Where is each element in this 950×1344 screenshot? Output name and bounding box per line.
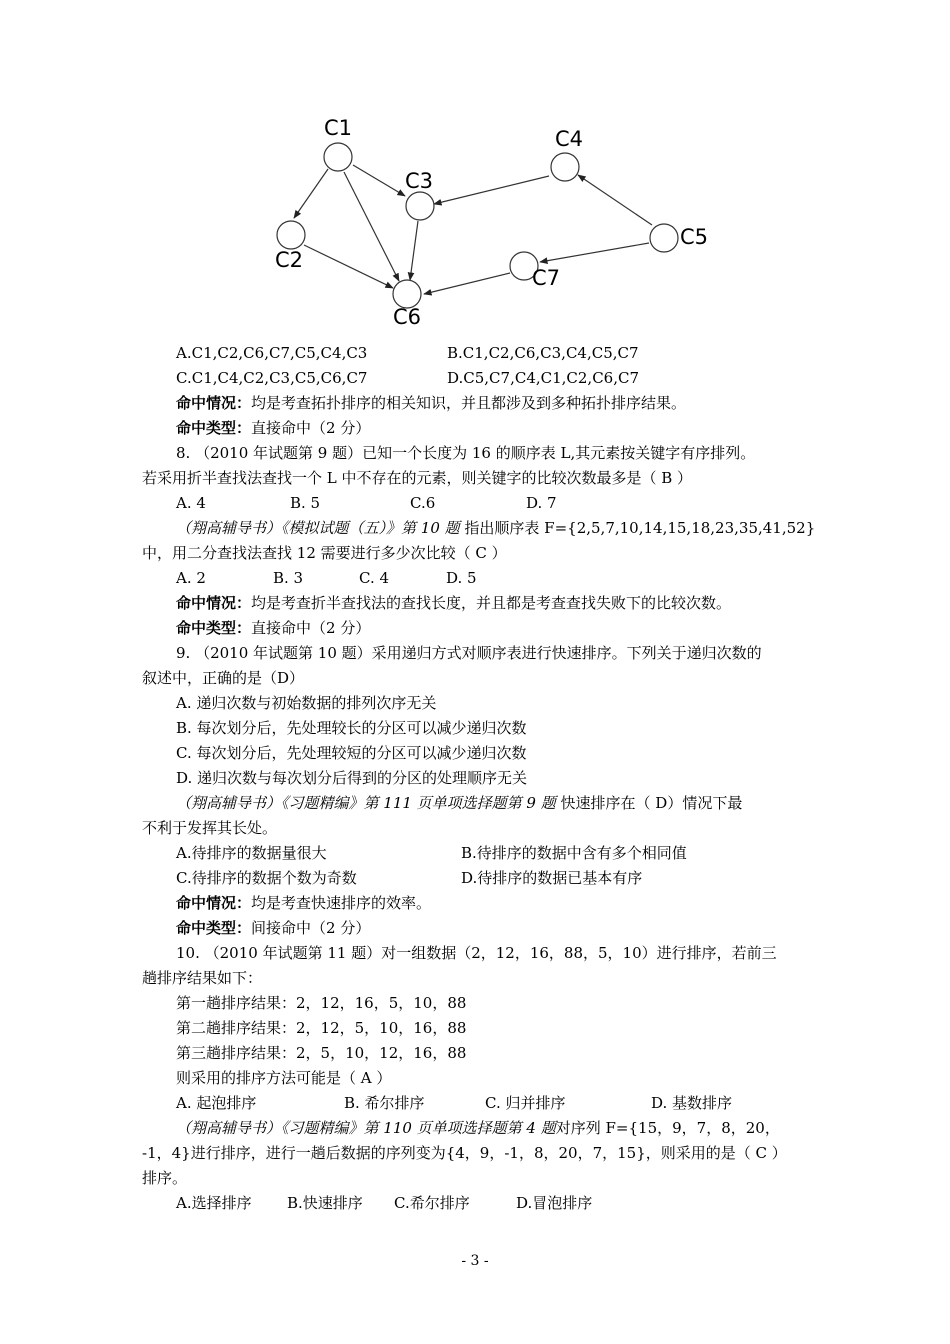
q8-hit-row [176, 593, 731, 613]
node-label-c6: C6 [393, 305, 422, 329]
q10-pass2: 第二趟排序结果：2，12，5，10，16，88 [176, 1019, 467, 1037]
edge-c2-c6 [304, 245, 393, 288]
edge-c7-c6 [424, 273, 510, 294]
q10-pass1: 第一趟排序结果：2，12，16，5，10，88 [176, 994, 467, 1012]
q8-hit-label: 命中情况： [176, 594, 252, 612]
q10-option-b: B. 希尔排序 [344, 1094, 425, 1112]
node-c4 [551, 153, 579, 181]
q9-book-ref: （翔高辅导书）《习题精编》第 111 页单项选择题第 9 题 [176, 794, 556, 812]
q7-option-d: D.C5,C7,C4,C1,C2,C6,C7 [447, 369, 640, 387]
node-label-c2: C2 [275, 248, 304, 272]
q8-hit-text: 均是考查折半查找法的查找长度，并且都是考查查找失败下的比较次数。 [251, 594, 732, 612]
q10-option-a: A. 起泡排序 [176, 1094, 257, 1112]
q10-book-line3: 排序。 [142, 1169, 188, 1187]
edge-c1-c3 [353, 165, 405, 196]
node-label-c1: C1 [324, 116, 353, 140]
q8-option-c: C.6 [410, 494, 436, 512]
q7-hit-text: 均是考查拓扑排序的相关知识，并且都涉及到多种拓扑排序结果。 [251, 394, 687, 412]
q9-book-line2: 不利于发挥其长处。 [142, 819, 278, 837]
q10-book-ref: （翔高辅导书）《习题精编》第 110 页单项选择题第 4 题 [176, 1119, 556, 1137]
q9-type-text: 间接命中（2 分） [251, 919, 371, 937]
q9-option-c: C. 每次划分后，先处理较短的分区可以减少递归次数 [176, 744, 527, 762]
q8-type-row [176, 618, 370, 638]
q7-hit-row [176, 393, 686, 413]
q10-book-option-a: A.选择排序 [176, 1194, 252, 1212]
q8-type-text: 直接命中（2 分） [251, 619, 371, 637]
edge-c4-c3 [434, 176, 549, 204]
q7-option-b: B.C1,C2,C6,C3,C4,C5,C7 [447, 344, 639, 362]
q8-book-ref: （翔高辅导书）《模拟试题（五）》第 10 题 [176, 519, 460, 537]
q9-book-option-c: C.待排序的数据个数为奇数 [176, 869, 357, 887]
q10-book-row [176, 1118, 780, 1138]
q9-book-option-d: D.待排序的数据已基本有序 [461, 869, 643, 887]
q8-book-option-c: C. 4 [359, 569, 390, 587]
node-c1 [324, 143, 352, 171]
q10-option-d: D. 基数排序 [651, 1094, 733, 1112]
q10-line2: 趟排序结果如下： [142, 969, 263, 987]
edge-c1-c6 [344, 172, 399, 281]
q10-option-c: C. 归并排序 [485, 1094, 566, 1112]
q8-book-line2: 中，用二分查找法查找 12 需要进行多少次比较（ C ） [142, 544, 507, 562]
q8-book-row [176, 518, 815, 538]
q8-book-option-d: D. 5 [446, 569, 477, 587]
q9-type-label: 命中类型： [176, 919, 252, 937]
edge-c5-c4 [578, 175, 652, 225]
q10-question: 则采用的排序方法可能是（ A ） [176, 1069, 392, 1087]
q7-option-a: A.C1,C2,C6,C7,C5,C4,C3 [176, 344, 368, 362]
q8-book-option-b: B. 3 [273, 569, 304, 587]
q8-option-d: D. 7 [526, 494, 557, 512]
q10-book-line2: -1，4}进行排序，进行一趟后数据的序列变为{4，9，-1，8，20，7，15}，则采用的是（ C ） [142, 1144, 787, 1162]
q10-book-question: 对序列 F={15，9，7，8，20， [555, 1119, 780, 1137]
q8-option-a: A. 4 [176, 494, 206, 512]
q9-option-b: B. 每次划分后，先处理较长的分区可以减少递归次数 [176, 719, 527, 737]
q7-hit-label: 命中情况： [176, 394, 252, 412]
q8-type-label: 命中类型： [176, 619, 252, 637]
q10-line1: 10. （2010 年试题第 11 题）对一组数据（2，12，16，88，5，10）进行排序，若前三 [176, 944, 777, 962]
q7-type-text: 直接命中（2 分） [251, 419, 371, 437]
q9-line1: 9. （2010 年试题第 10 题）采用递归方式对顺序表进行快速排序。下列关于递归次数的 [176, 644, 762, 662]
q10-book-option-b: B.快速排序 [287, 1194, 363, 1212]
q10-pass3: 第三趟排序结果：2，5，10，12，16，88 [176, 1044, 467, 1062]
node-c2 [277, 221, 305, 249]
node-label-c5: C5 [680, 225, 709, 249]
q7-type-label: 命中类型： [176, 419, 252, 437]
q9-book-option-b: B.待排序的数据中含有多个相同值 [461, 844, 687, 862]
q9-hit-label: 命中情况： [176, 894, 252, 912]
q8-book-question: 指出顺序表 F={2,5,7,10,14,15,18,23,35,41,52} [464, 519, 816, 537]
node-label-c7: C7 [532, 266, 561, 290]
node-c3 [406, 192, 434, 220]
q10-book-option-c: C.希尔排序 [394, 1194, 470, 1212]
q7-type-row [176, 418, 370, 438]
q9-book-question: 快速排序在（ D）情况下最 [560, 794, 743, 812]
q8-line2: 若采用折半查找法查找一个 L 中不存在的元素，则关键字的比较次数最多是（ B ） [142, 469, 693, 487]
q9-hit-row [176, 893, 431, 913]
page-number: - 3 - [461, 1253, 489, 1269]
node-label-c3: C3 [405, 169, 434, 193]
q10-book-option-d: D.冒泡排序 [516, 1194, 593, 1212]
node-label-c4: C4 [555, 127, 584, 151]
q8-book-option-a: A. 2 [176, 569, 206, 587]
edge-c3-c6 [410, 221, 418, 280]
q7-option-c: C.C1,C4,C2,C3,C5,C6,C7 [176, 369, 368, 387]
node-c6 [393, 280, 421, 308]
q8-option-b: B. 5 [290, 494, 321, 512]
q9-option-d: D. 递归次数与每次划分后得到的分区的处理顺序无关 [176, 769, 528, 787]
q9-hit-text: 均是考查快速排序的效率。 [251, 894, 432, 912]
q9-option-a: A. 递归次数与初始数据的排列次序无关 [176, 694, 437, 712]
topology-graph [260, 108, 740, 338]
node-c5 [650, 224, 678, 252]
q9-book-row [176, 793, 742, 813]
edge-c1-c2 [294, 169, 328, 218]
q8-line1: 8. （2010 年试题第 9 题）已知一个长度为 16 的顺序表 L,其元素按关键字有序排列。 [176, 444, 756, 462]
q9-line2: 叙述中，正确的是（D） [142, 669, 305, 687]
q9-type-row [176, 918, 370, 938]
edge-c5-c7 [540, 243, 649, 262]
q9-book-option-a: A.待排序的数据量很大 [176, 844, 327, 862]
